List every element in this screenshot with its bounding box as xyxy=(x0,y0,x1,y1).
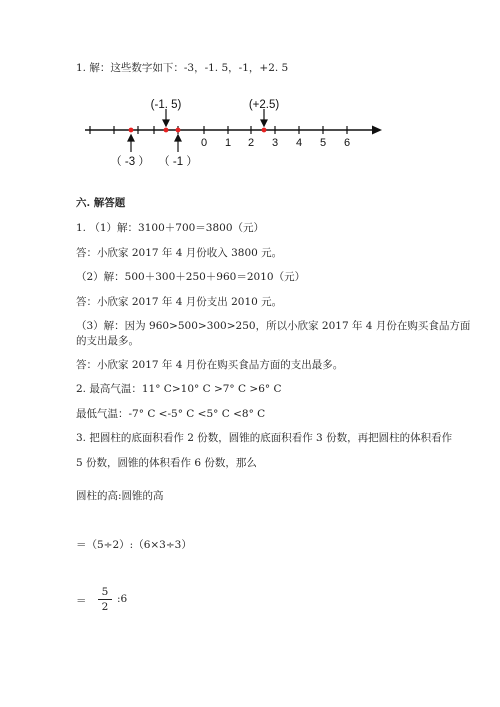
tick-label-2: 2 xyxy=(247,137,255,149)
answer-line-1: 1. 解：这些数字如下：-3，-1. 5，-1，+2. 5 xyxy=(76,62,289,74)
answer-line-7: （3）解：因为 960>500>300>250，所以小欣家 2017 年 4 月份在购买食品方面 xyxy=(76,320,471,332)
label-pos2-5: (+2.5) xyxy=(248,99,280,111)
number-line-arrowhead xyxy=(372,126,382,135)
arrow-neg1-5-head xyxy=(163,120,169,126)
section-heading: 六. 解答题 xyxy=(76,197,126,209)
answer-line-8: 的支出最多。 xyxy=(76,335,139,347)
arrow-neg3-head xyxy=(128,135,134,141)
tick-label-0: 0 xyxy=(200,137,208,149)
point-neg1 xyxy=(176,128,181,133)
number-line-diagram xyxy=(80,95,390,175)
point-pos2-5 xyxy=(262,128,267,133)
answer-line-6: 答：小欣家 2017 年 4 月份支出 2010 元。 xyxy=(76,296,283,308)
fraction-denominator: 2 xyxy=(101,601,109,613)
tick-labels xyxy=(201,137,350,149)
answer-line-13: 5 份数，圆锥的体积看作 6 份数，那么 xyxy=(76,457,257,469)
tick-label-6: 6 xyxy=(343,137,351,149)
tick-label-3: 3 xyxy=(271,137,279,149)
fraction-bar xyxy=(98,599,112,600)
answer-line-12: 3. 把圆柱的底面积看作 2 份数，圆锥的底面积看作 3 份数，再把圆柱的体积看作 xyxy=(76,432,453,444)
tick-label-5: 5 xyxy=(319,137,327,149)
answer-line-9: 答：小欣家 2017 年 4 月份在购买食品方面的支出最多。 xyxy=(76,359,344,371)
equals-sign: ＝ xyxy=(76,595,87,607)
arrow-neg1-head xyxy=(175,135,181,141)
fraction-5-over-2 xyxy=(98,586,112,613)
fraction-numerator: 5 xyxy=(101,586,109,598)
ratio-rest: :6 xyxy=(117,593,128,605)
answer-line-15: ＝（5÷2）:（6×3÷3） xyxy=(76,539,192,551)
label-neg1-5: (-1. 5) xyxy=(150,99,182,111)
answer-line-4: 答：小欣家 2017 年 4 月份收入 3800 元。 xyxy=(76,247,283,259)
answer-line-14: 圆柱的高:圆锥的高 xyxy=(76,490,164,502)
answer-line-11: 最低气温：-7° C <-5° C <5° C <8° C xyxy=(76,408,266,420)
point-neg3 xyxy=(129,128,134,133)
arrow-pos2-5-head xyxy=(261,120,267,126)
point-neg1-5 xyxy=(164,128,169,133)
answer-line-3: 1. （1）解：3100＋700＝3800（元） xyxy=(76,222,265,234)
tick-label-4: 4 xyxy=(295,137,303,149)
tick-label-1: 1 xyxy=(224,137,232,149)
answer-line-5: （2）解：500＋300＋250＋960＝2010（元） xyxy=(76,271,306,283)
label-neg1: （ -1 ） xyxy=(158,156,198,168)
answer-line-10: 2. 最高气温：11° C>10° C >7° C >6° C xyxy=(76,383,282,395)
label-neg3: （ -3 ） xyxy=(110,156,150,168)
